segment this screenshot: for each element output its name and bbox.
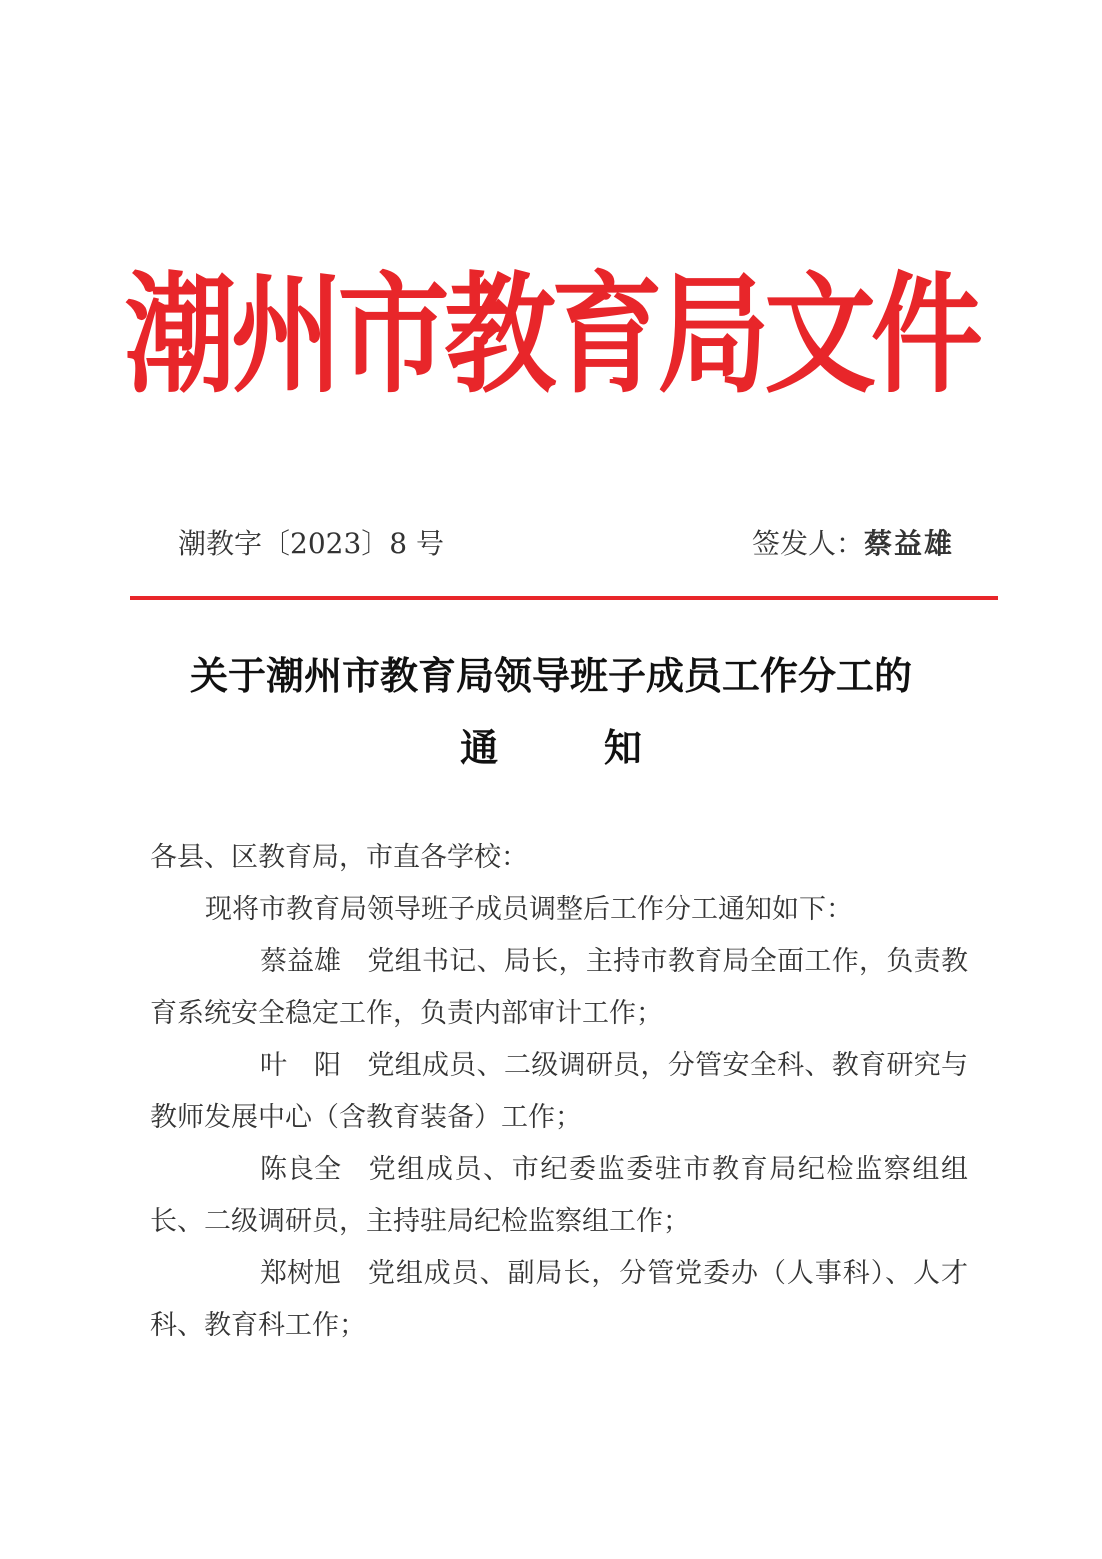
assignee-name: 蔡益雄 — [260, 946, 341, 977]
assignment-paragraph — [150, 936, 968, 1040]
masthead-title: 潮州市教育局文件 — [124, 259, 978, 411]
notice-title-line-1: 关于潮州市教育局领导班子成员工作分工的 — [189, 653, 912, 698]
signer-name: 蔡益雄 — [863, 527, 954, 560]
assignment-paragraph — [150, 1144, 968, 1248]
red-divider-rule — [130, 596, 998, 600]
assignee-duty: 党组书记、局长，主持市教育局全面工作，负责教育系统安全稳定工作，负责内部审计工作； — [150, 946, 968, 1029]
assignee-duty: 党组成员、副局长，分管党委办（人事科）、人才科、教育科工作； — [150, 1258, 968, 1341]
signer-label: 签发人： — [751, 527, 864, 560]
document-body — [150, 832, 968, 1352]
signer — [752, 524, 954, 564]
intro-paragraph: 现将市教育局领导班子成员调整后工作分工通知如下： — [205, 894, 853, 925]
salutation: 各县、区教育局，市直各学校： — [150, 842, 528, 873]
assignment-paragraph — [150, 1248, 968, 1352]
assignee-name: 陈良全 — [260, 1154, 341, 1185]
assignee-duty: 党组成员、二级调研员，分管安全科、教育研究与教师发展中心（含教育装备）工作； — [150, 1050, 968, 1133]
assignee-name: 郑树旭 — [260, 1258, 341, 1289]
document-number: 潮教字〔2023〕8 号 — [178, 527, 444, 560]
assignment-paragraph — [150, 1040, 968, 1144]
notice-title-line-2: 通 知 — [460, 725, 642, 770]
assignee-duty: 党组成员、市纪委监委驻市教育局纪检监察组组长、二级调研员，主持驻局纪检监察组工作； — [150, 1154, 968, 1237]
assignee-name: 叶 阳 — [260, 1050, 341, 1081]
